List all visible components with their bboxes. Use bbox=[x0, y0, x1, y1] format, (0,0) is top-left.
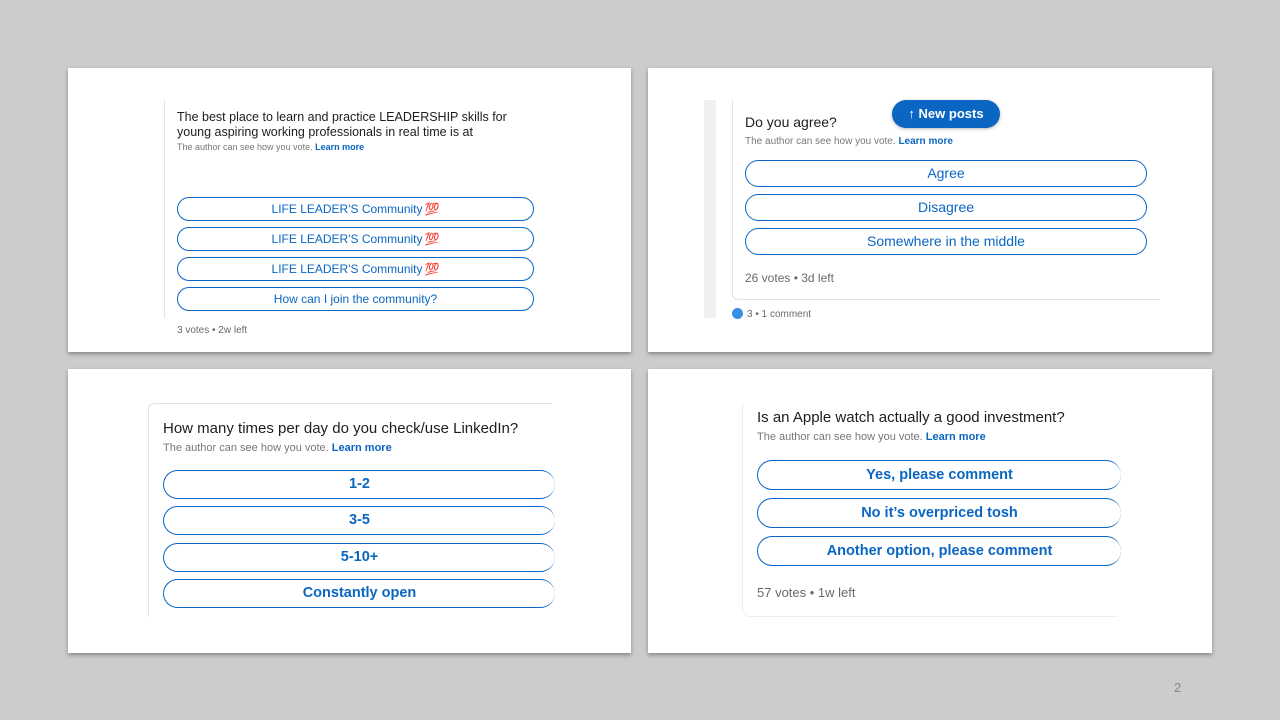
poll-visibility-note bbox=[745, 136, 953, 147]
poll-visibility-note bbox=[177, 142, 364, 152]
hundred-points-icon: 💯 bbox=[424, 232, 440, 246]
learn-more-link[interactable]: Learn more bbox=[898, 136, 953, 147]
hundred-points-icon: 💯 bbox=[424, 202, 440, 216]
poll-option-3[interactable] bbox=[177, 257, 534, 281]
page-number: 2 bbox=[1174, 680, 1182, 695]
poll-option-1[interactable]: Agree bbox=[745, 160, 1147, 187]
poll-meta: 26 votes • 3d left bbox=[745, 271, 834, 285]
note-text: The author can see how you vote. bbox=[177, 142, 313, 152]
poll-option-3[interactable]: Somewhere in the middle bbox=[745, 228, 1147, 255]
poll-card bbox=[742, 403, 1118, 617]
learn-more-link[interactable]: Learn more bbox=[331, 442, 392, 454]
poll-option-3[interactable]: Another option, please comment bbox=[757, 536, 1121, 566]
poll-option-1[interactable]: Yes, please comment bbox=[757, 460, 1121, 490]
option-label: LIFE LEADER'S Community bbox=[271, 262, 423, 276]
poll-option-3[interactable]: 5-10+ bbox=[163, 543, 555, 572]
poll-option-2[interactable]: Disagree bbox=[745, 194, 1147, 221]
feed-sidebar-strip bbox=[704, 100, 716, 318]
social-counts bbox=[732, 308, 811, 320]
poll-visibility-note bbox=[757, 431, 986, 443]
slide-apple-watch-poll bbox=[648, 369, 1212, 653]
hundred-points-icon: 💯 bbox=[424, 262, 440, 276]
arrow-up-icon: ↑ bbox=[908, 106, 919, 121]
poll-option-2[interactable]: 3-5 bbox=[163, 506, 555, 535]
learn-more-link[interactable]: Learn more bbox=[925, 431, 986, 443]
poll-option-1[interactable]: 1-2 bbox=[163, 470, 555, 499]
poll-card bbox=[148, 403, 552, 617]
reaction-comment-count[interactable]: 3 • 1 comment bbox=[747, 309, 812, 320]
poll-option-1[interactable] bbox=[177, 197, 534, 221]
like-reaction-icon bbox=[732, 308, 743, 319]
note-text: The author can see how you vote. bbox=[163, 442, 329, 454]
poll-meta: 3 votes • 2w left bbox=[177, 325, 248, 336]
option-label: LIFE LEADER'S Community bbox=[271, 232, 423, 246]
option-label: How can I join the community? bbox=[273, 292, 438, 306]
poll-question: Do you agree? bbox=[745, 114, 837, 130]
new-posts-label: New posts bbox=[918, 106, 984, 121]
poll-question: The best place to learn and practice LEADERSHIP skills for young aspiring working professionals in real time is at bbox=[177, 110, 507, 139]
poll-question: Is an Apple watch actually a good investment? bbox=[757, 409, 1065, 426]
note-text: The author can see how you vote. bbox=[745, 136, 896, 147]
poll-option-4[interactable] bbox=[177, 287, 534, 311]
slide-agree-poll bbox=[648, 68, 1212, 352]
learn-more-link[interactable]: Learn more bbox=[315, 142, 365, 152]
note-text: The author can see how you vote. bbox=[757, 431, 923, 443]
poll-card bbox=[164, 100, 534, 336]
new-posts-button[interactable] bbox=[892, 100, 1000, 128]
option-label: LIFE LEADER'S Community bbox=[271, 202, 423, 216]
poll-option-4[interactable]: Constantly open bbox=[163, 579, 555, 608]
poll-meta: 57 votes • 1w left bbox=[757, 585, 856, 600]
poll-option-2[interactable] bbox=[177, 227, 534, 251]
poll-question: How many times per day do you check/use LinkedIn? bbox=[163, 420, 519, 437]
slide-linkedin-usage-poll bbox=[68, 369, 631, 653]
poll-visibility-note bbox=[163, 442, 392, 454]
poll-card bbox=[732, 100, 1160, 300]
slide-leadership-poll bbox=[68, 68, 631, 352]
poll-option-2[interactable]: No it’s overpriced tosh bbox=[757, 498, 1121, 528]
